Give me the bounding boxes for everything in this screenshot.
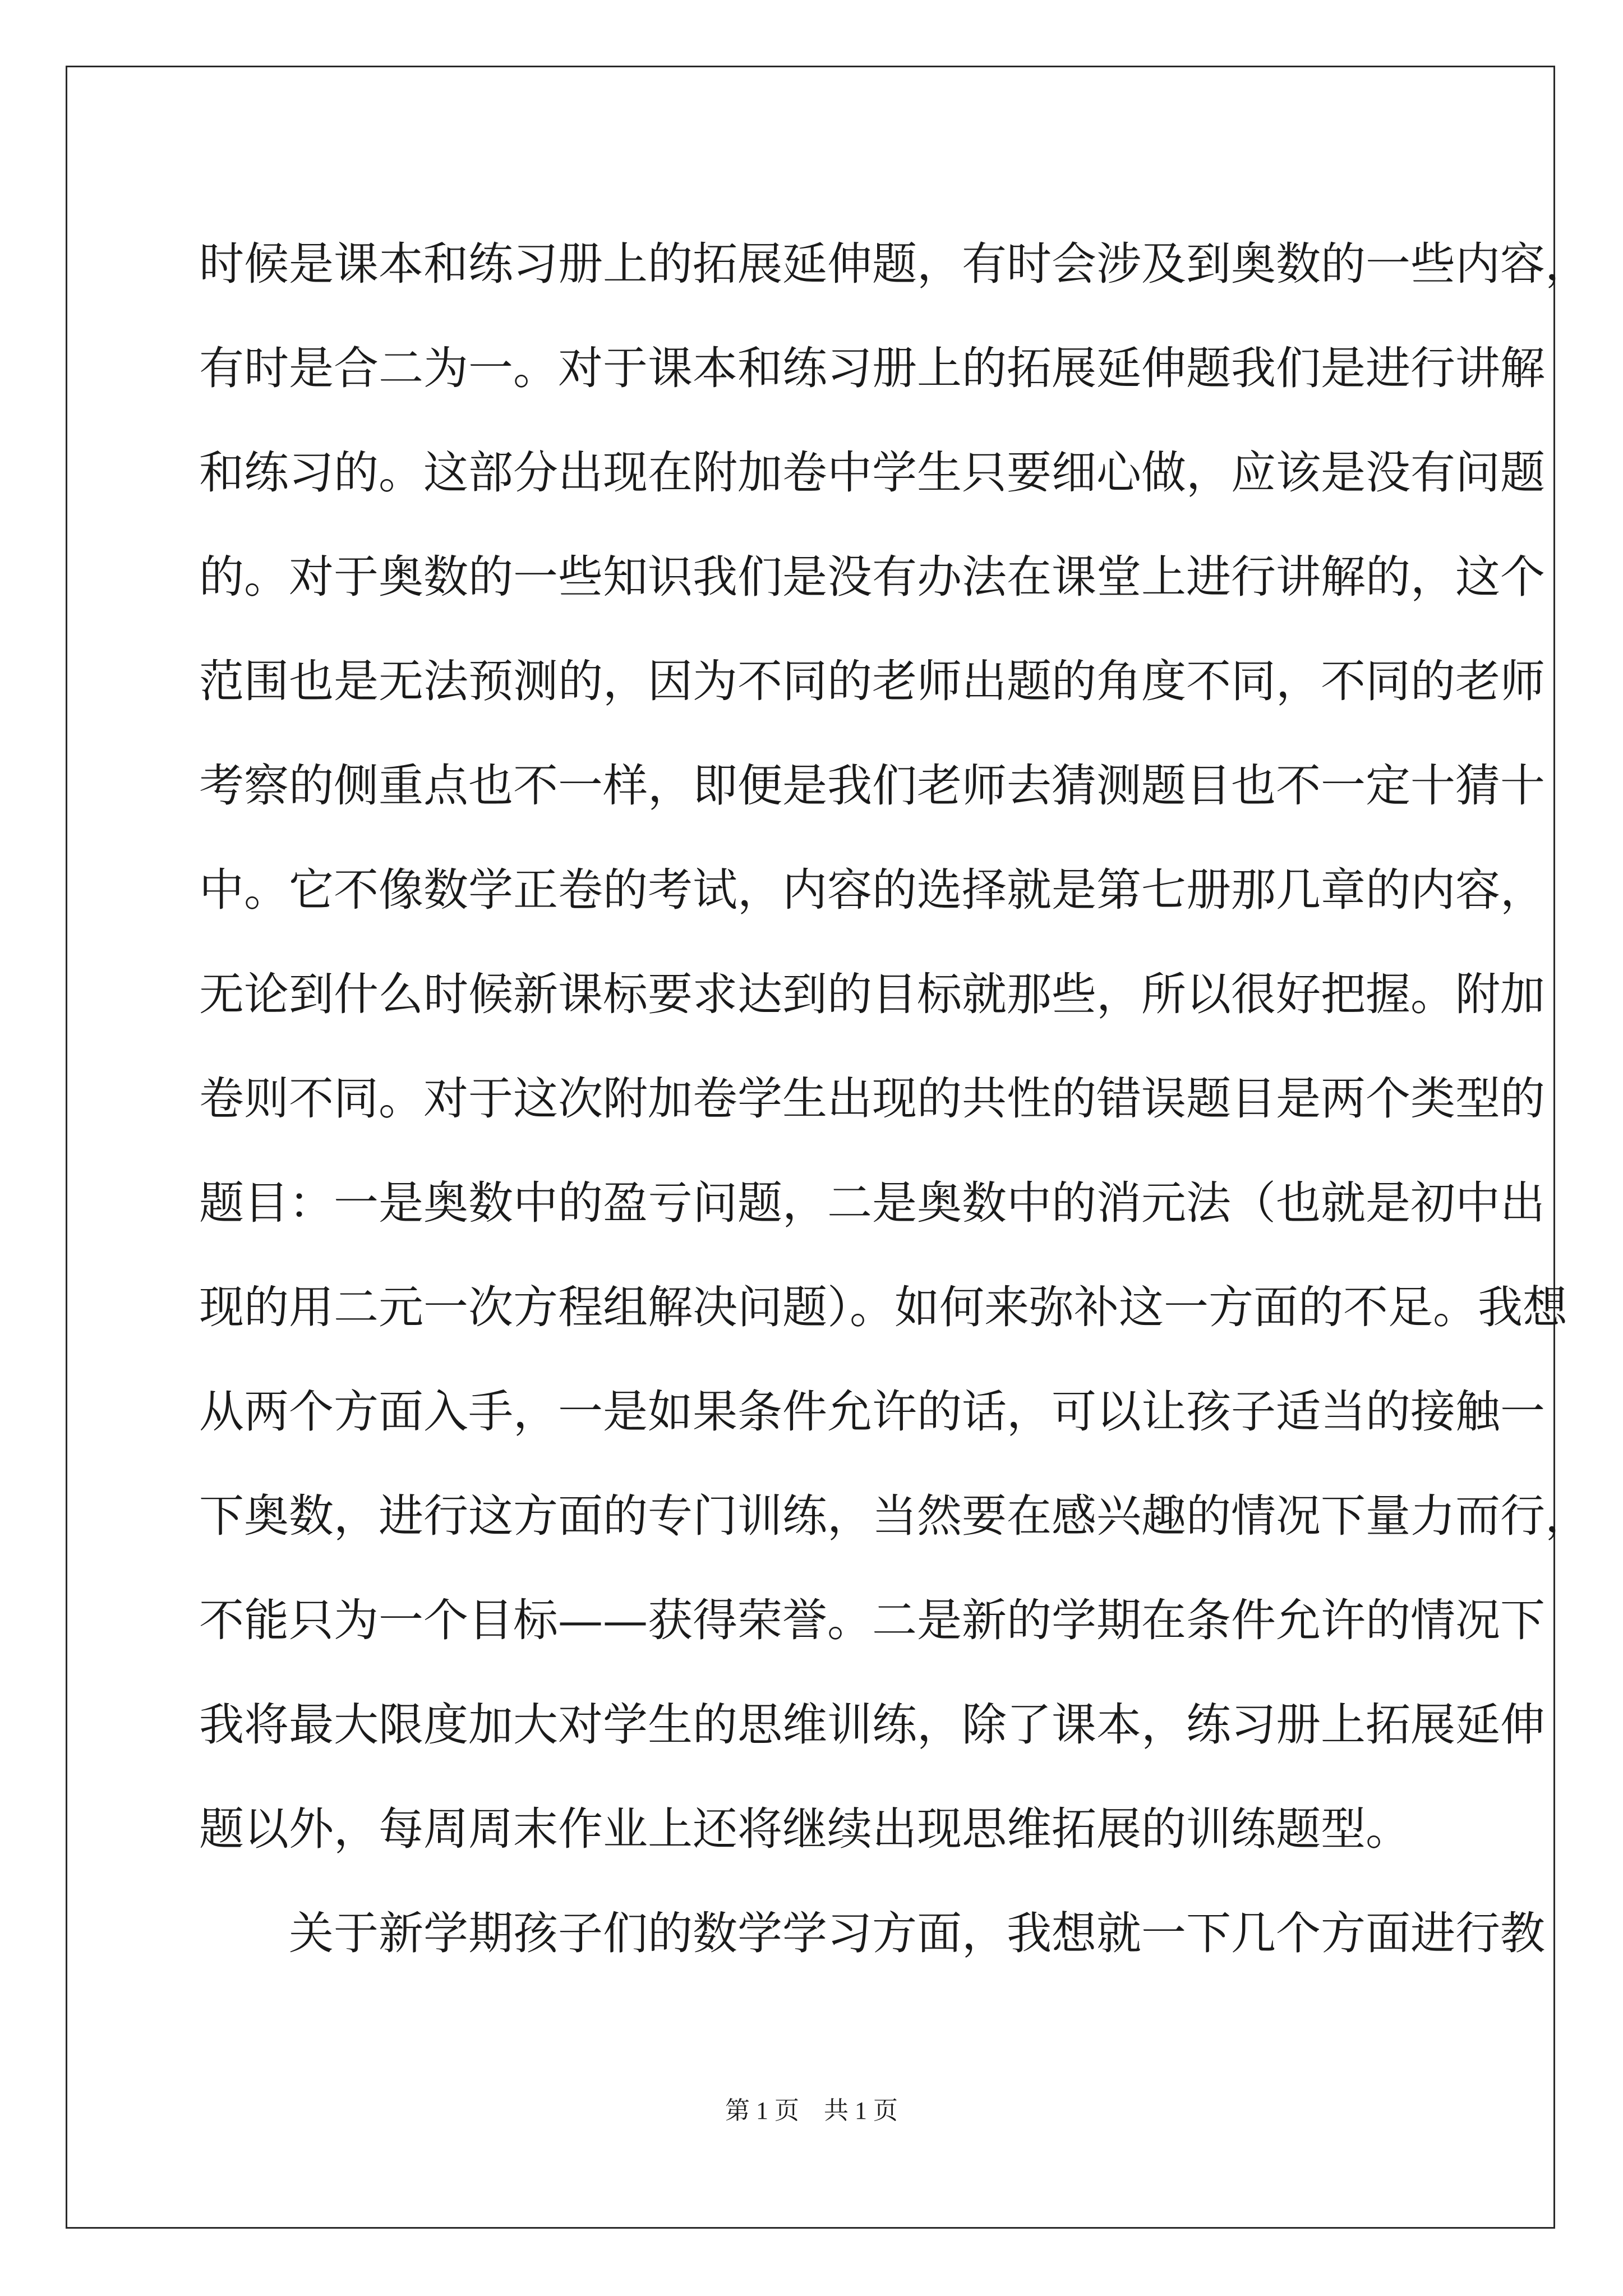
text-line: 题目：一是奥数中的盈亏问题，二是奥数中的消元法（也就是初中出: [199, 1177, 1545, 1229]
text-line: 考察的侧重点也不一样，即便是我们老师去猜测题目也不一定十猜十: [199, 760, 1545, 812]
text-line: 从两个方面入手，一是如果条件允许的话，可以让孩子适当的接触一: [199, 1386, 1545, 1438]
text-line: 和练习的。这部分出现在附加卷中学生只要细心做，应该是没有问题: [199, 447, 1545, 499]
text-line: 不能只为一个目标——获得荣誉。二是新的学期在条件允许的情况下: [199, 1594, 1545, 1646]
text-line: 有时是合二为一。对于课本和练习册上的拓展延伸题我们是进行讲解: [199, 342, 1545, 394]
text-line: 下奥数，进行这方面的专门训练，当然要在感兴趣的情况下量力而行，: [199, 1490, 1590, 1542]
paragraph-start-line: 关于新学期孩子们的数学学习方面，我想就一下几个方面进行教: [289, 1907, 1545, 1959]
text-line: 时候是课本和练习册上的拓展延伸题，有时会涉及到奥数的一些内容，: [199, 238, 1590, 290]
text-line: 中。它不像数学正卷的考试，内容的选择就是第七册那几章的内容，: [199, 864, 1545, 916]
text-line: 无论到什么时候新课标要求达到的目标就那些，所以很好把握。附加: [199, 968, 1545, 1020]
text-line: 卷则不同。对于这次附加卷学生出现的共性的错误题目是两个类型的: [199, 1073, 1545, 1125]
text-line: 的。对于奥数的一些知识我们是没有办法在课堂上进行讲解的，这个: [199, 551, 1545, 603]
text-line: 我将最大限度加大对学生的思维训练，除了课本，练习册上拓展延伸: [199, 1699, 1545, 1751]
text-line: 题以外，每周周末作业上还将继续出现思维拓展的训练题型。: [199, 1803, 1410, 1855]
page-number-footer: 第 1 页 共 1 页: [725, 2097, 898, 2124]
text-line: 现的用二元一次方程组解决问题）。如何来弥补这一方面的不足。我想: [199, 1281, 1567, 1333]
text-line: 范围也是无法预测的，因为不同的老师出题的角度不同，不同的老师: [199, 655, 1545, 707]
document-body: [199, 212, 1590, 1986]
